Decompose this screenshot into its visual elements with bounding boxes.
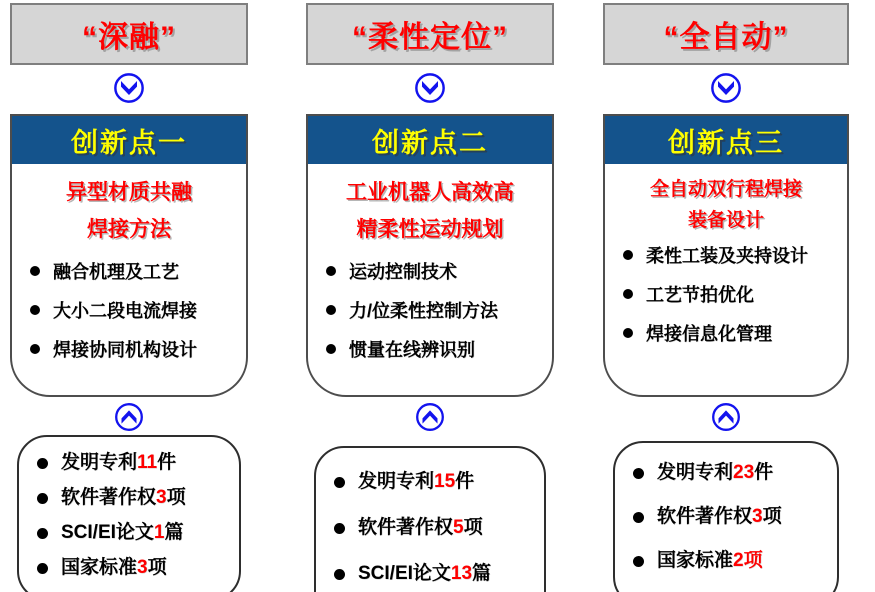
achievement-unit: 项 (166, 487, 186, 508)
achievement-label: 软件著作权 (358, 517, 454, 538)
bullet-icon (326, 266, 336, 276)
keyword-box (10, 3, 248, 65)
chevron-up-icon (306, 402, 554, 432)
bullet-icon (334, 477, 345, 488)
achievement-unit: 件 (754, 462, 774, 483)
subtitle-line: 装备设计 (687, 210, 764, 231)
achievement-list (316, 448, 544, 592)
achievements-box (613, 441, 839, 592)
bullet-icon (633, 556, 644, 567)
bullet-icon (30, 305, 40, 315)
achievement-label: SCI/EI论文 (61, 522, 154, 543)
list-item (30, 258, 240, 284)
list-item (623, 320, 841, 346)
achievement-count: 5 (453, 517, 464, 538)
bullet-icon (37, 458, 48, 469)
achievement-count: 3 (752, 506, 763, 527)
bullet-icon (623, 289, 633, 299)
list-item (334, 516, 540, 540)
achievement-label: 发明专利 (358, 471, 435, 492)
keyword-box (603, 3, 849, 65)
subtitle-line: 焊接方法 (87, 218, 171, 241)
list-item (326, 258, 546, 284)
innovation-header (605, 116, 847, 164)
bullet-icon (326, 305, 336, 315)
keyword-label: “柔性定位” (352, 21, 508, 54)
innovation-title: 创新点一 (71, 127, 187, 158)
keyword-label: “深融” (82, 21, 176, 54)
subtitle-line: 异型材质共融 (66, 181, 192, 204)
subtitle-line: 精柔性运动规划 (356, 218, 504, 241)
achievement-unit: 项 (762, 506, 782, 527)
achievement-label: SCI/EI论文 (358, 563, 451, 584)
point-label: 惯量在线辨识别 (349, 340, 475, 360)
achievements-box (17, 435, 241, 592)
innovation-column-3 (603, 0, 849, 592)
list-item (623, 242, 841, 268)
bullet-icon (334, 523, 345, 534)
list-item (334, 562, 540, 586)
bullet-icon (37, 493, 48, 504)
innovation-box (306, 114, 554, 397)
achievement-unit: 篇 (164, 522, 184, 543)
achievement-count: 11 (137, 452, 158, 473)
chevron-up-icon (10, 402, 248, 432)
achievement-unit: 项 (147, 557, 167, 578)
list-item (37, 486, 235, 510)
bullet-icon (623, 250, 633, 260)
point-label: 力/位柔性控制方法 (349, 301, 499, 321)
achievement-list (615, 443, 837, 592)
list-item (326, 297, 546, 323)
innovation-box (10, 114, 248, 397)
point-label: 柔性工装及夹持设计 (646, 246, 808, 266)
innovation-subtitle (12, 174, 246, 248)
chevron-down-icon (10, 72, 248, 104)
list-item (633, 505, 833, 529)
point-label: 工艺节拍优化 (646, 285, 754, 305)
keyword-label: “全自动” (663, 21, 789, 54)
achievement-count: 15 (434, 471, 456, 492)
achievement-count: 1 (153, 522, 165, 543)
point-label: 融合机理及工艺 (53, 262, 179, 282)
bullet-icon (623, 328, 633, 338)
innovation-header (308, 116, 552, 164)
achievement-label: 国家标准 (657, 550, 734, 571)
achievement-unit: 件 (455, 471, 475, 492)
bullet-icon (334, 569, 345, 580)
list-item (37, 556, 235, 580)
achievement-count: 3 (156, 487, 167, 508)
list-item (633, 461, 833, 485)
achievements-box (314, 446, 546, 592)
list-item (623, 281, 841, 307)
innovation-body (308, 164, 552, 362)
list-item (334, 470, 540, 494)
innovation-header (12, 116, 246, 164)
subtitle-line: 全自动双行程焊接 (649, 179, 802, 200)
achievement-label: 国家标准 (61, 557, 138, 578)
bullet-icon (633, 512, 644, 523)
point-label: 大小二段电流焊接 (53, 301, 197, 321)
list-item (30, 297, 240, 323)
innovation-column-2 (306, 0, 554, 592)
bullet-icon (37, 528, 48, 539)
list-item (326, 336, 546, 362)
innovation-title: 创新点二 (372, 127, 488, 158)
point-label: 运动控制技术 (349, 262, 457, 282)
innovation-column-1 (10, 0, 248, 592)
achievement-unit: 项 (463, 517, 483, 538)
innovation-title: 创新点三 (668, 127, 784, 158)
achievement-label: 软件著作权 (657, 506, 753, 527)
innovation-box (603, 114, 849, 397)
keyword-box (306, 3, 554, 65)
point-label: 焊接信息化管理 (646, 324, 772, 344)
chevron-up-icon (603, 402, 849, 432)
innovation-subtitle (605, 174, 847, 236)
chevron-down-icon (603, 72, 849, 104)
list-item (37, 451, 235, 475)
achievement-label: 软件著作权 (61, 487, 157, 508)
bullet-icon (633, 468, 644, 479)
achievement-count: 23 (733, 462, 755, 483)
bullet-icon (30, 266, 40, 276)
achievement-count: 3 (137, 557, 148, 578)
innovation-body (605, 164, 847, 346)
achievement-unit: 件 (157, 452, 177, 473)
bullet-icon (326, 344, 336, 354)
point-label: 焊接协同机构设计 (53, 340, 197, 360)
achievement-label: 发明专利 (61, 452, 138, 473)
method-point-list (308, 258, 552, 362)
innovation-body (12, 164, 246, 362)
innovation-subtitle (308, 174, 552, 248)
bullet-icon (37, 563, 48, 574)
subtitle-line: 工业机器人高效高 (346, 181, 514, 204)
list-item (633, 549, 833, 573)
bullet-icon (30, 344, 40, 354)
achievement-count: 13 (450, 563, 473, 584)
achievement-list (19, 437, 239, 592)
chevron-down-icon (306, 72, 554, 104)
achievement-count: 2项 (733, 550, 763, 571)
achievement-label: 发明专利 (657, 462, 734, 483)
achievement-unit: 篇 (472, 563, 492, 584)
list-item (30, 336, 240, 362)
list-item (37, 521, 235, 545)
method-point-list (605, 242, 847, 346)
method-point-list (12, 258, 246, 362)
